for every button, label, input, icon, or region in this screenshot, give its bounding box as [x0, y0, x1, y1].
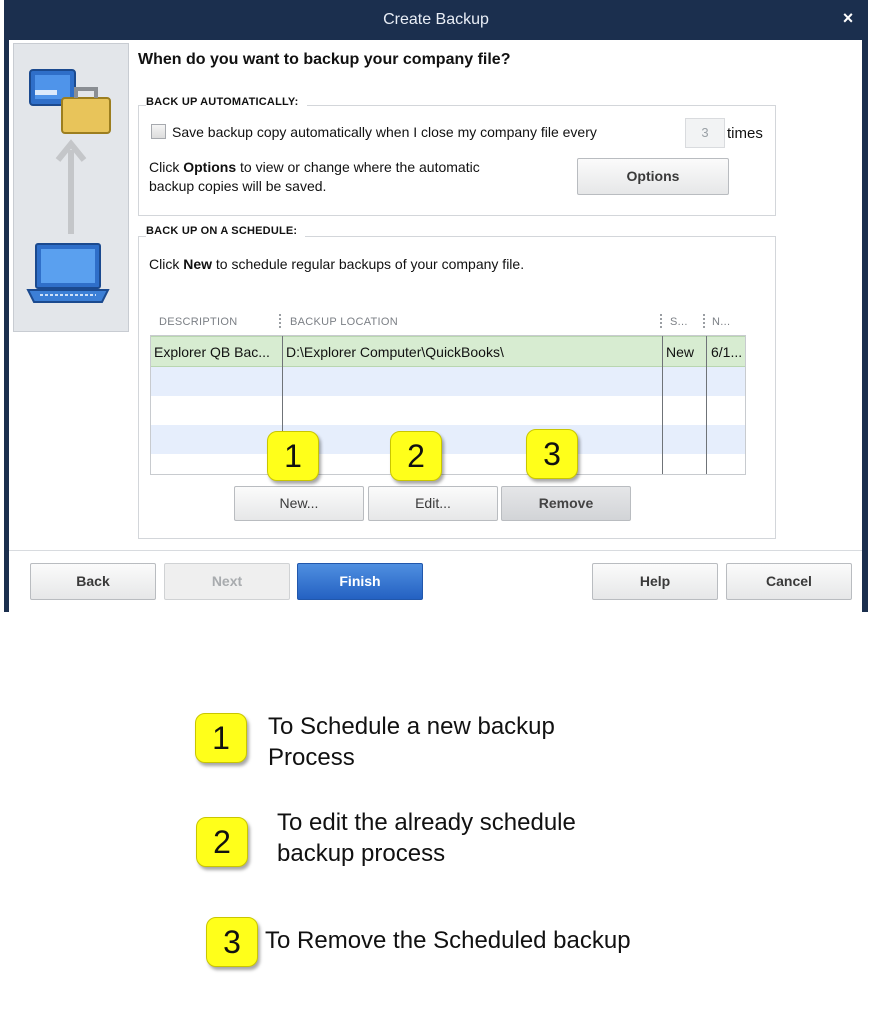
- window-title: Create Backup: [383, 11, 489, 28]
- schedule-table: [150, 335, 746, 475]
- options-info-line2: backup copies will be saved.: [149, 178, 327, 194]
- callout-badge-3: 3: [526, 429, 578, 479]
- cancel-button[interactable]: Cancel: [726, 563, 852, 600]
- column-resize-handle[interactable]: [660, 314, 662, 328]
- auto-backup-title: BACK UP AUTOMATICALLY:: [146, 96, 307, 108]
- table-row[interactable]: [151, 396, 745, 425]
- column-divider: [706, 336, 707, 474]
- table-row[interactable]: [151, 454, 745, 474]
- legend-badge-3: 3: [206, 917, 258, 967]
- column-header-status[interactable]: S...: [670, 316, 688, 328]
- column-header-location[interactable]: BACKUP LOCATION: [290, 316, 399, 328]
- column-divider: [662, 336, 663, 474]
- dialog-body: [9, 40, 862, 612]
- schedule-title: BACK UP ON A SCHEDULE:: [146, 225, 305, 237]
- auto-backup-checkbox[interactable]: [151, 124, 166, 139]
- table-row[interactable]: [151, 336, 745, 367]
- column-resize-handle[interactable]: [279, 314, 281, 328]
- table-row[interactable]: [151, 367, 745, 396]
- times-label: times: [727, 125, 763, 142]
- legend-badge-2: 2: [196, 817, 248, 867]
- cell-location: D:\Explorer Computer\QuickBooks\: [286, 344, 504, 360]
- table-row[interactable]: [151, 425, 745, 454]
- remove-button[interactable]: Remove: [501, 486, 631, 521]
- column-header-next[interactable]: N...: [712, 316, 731, 328]
- new-button[interactable]: New...: [234, 486, 364, 521]
- computer-to-storage-icon: [14, 44, 128, 331]
- cell-status: New: [666, 344, 695, 360]
- backup-illustration: [13, 43, 129, 332]
- schedule-info-prefix: Click: [149, 256, 184, 272]
- help-button[interactable]: Help: [592, 563, 718, 600]
- times-count-input[interactable]: [685, 118, 725, 148]
- auto-backup-checkbox-label: Save backup copy automatically when I close my company file every: [172, 124, 597, 140]
- schedule-info-text: [149, 256, 524, 272]
- options-info-bold: Options: [183, 159, 237, 175]
- column-header-description[interactable]: DESCRIPTION: [159, 316, 238, 328]
- legend-text-3: To Remove the Scheduled backup: [265, 927, 631, 954]
- cell-next: 6/1...: [711, 344, 743, 360]
- cell-description: Explorer QB Bac...: [154, 344, 270, 360]
- schedule-info-bold: New: [183, 256, 213, 272]
- options-button[interactable]: Options: [577, 158, 729, 195]
- callout-badge-2: 2: [390, 431, 442, 481]
- next-button[interactable]: Next: [164, 563, 290, 600]
- options-info-text: [149, 158, 480, 196]
- close-icon[interactable]: ×: [842, 8, 854, 28]
- back-button[interactable]: Back: [30, 563, 156, 600]
- legend-text-1: To Schedule a new backup Process: [268, 713, 555, 771]
- create-backup-dialog: [4, 0, 868, 612]
- edit-button[interactable]: Edit...: [368, 486, 498, 521]
- finish-button[interactable]: Finish: [297, 563, 423, 600]
- schedule-info-rest: to schedule regular backups of your company file.: [212, 256, 525, 272]
- options-info-rest: to view or change where the automatic: [236, 159, 480, 175]
- legend-badge-1: 1: [195, 713, 247, 763]
- page-question: When do you want to backup your company file?: [138, 51, 511, 68]
- options-info-prefix: Click: [149, 159, 184, 175]
- footer-separator: [9, 550, 862, 551]
- title-bar: [4, 0, 868, 40]
- column-resize-handle[interactable]: [703, 314, 705, 328]
- legend-text-2: To edit the already schedule backup process: [277, 809, 576, 867]
- callout-badge-1: 1: [267, 431, 319, 481]
